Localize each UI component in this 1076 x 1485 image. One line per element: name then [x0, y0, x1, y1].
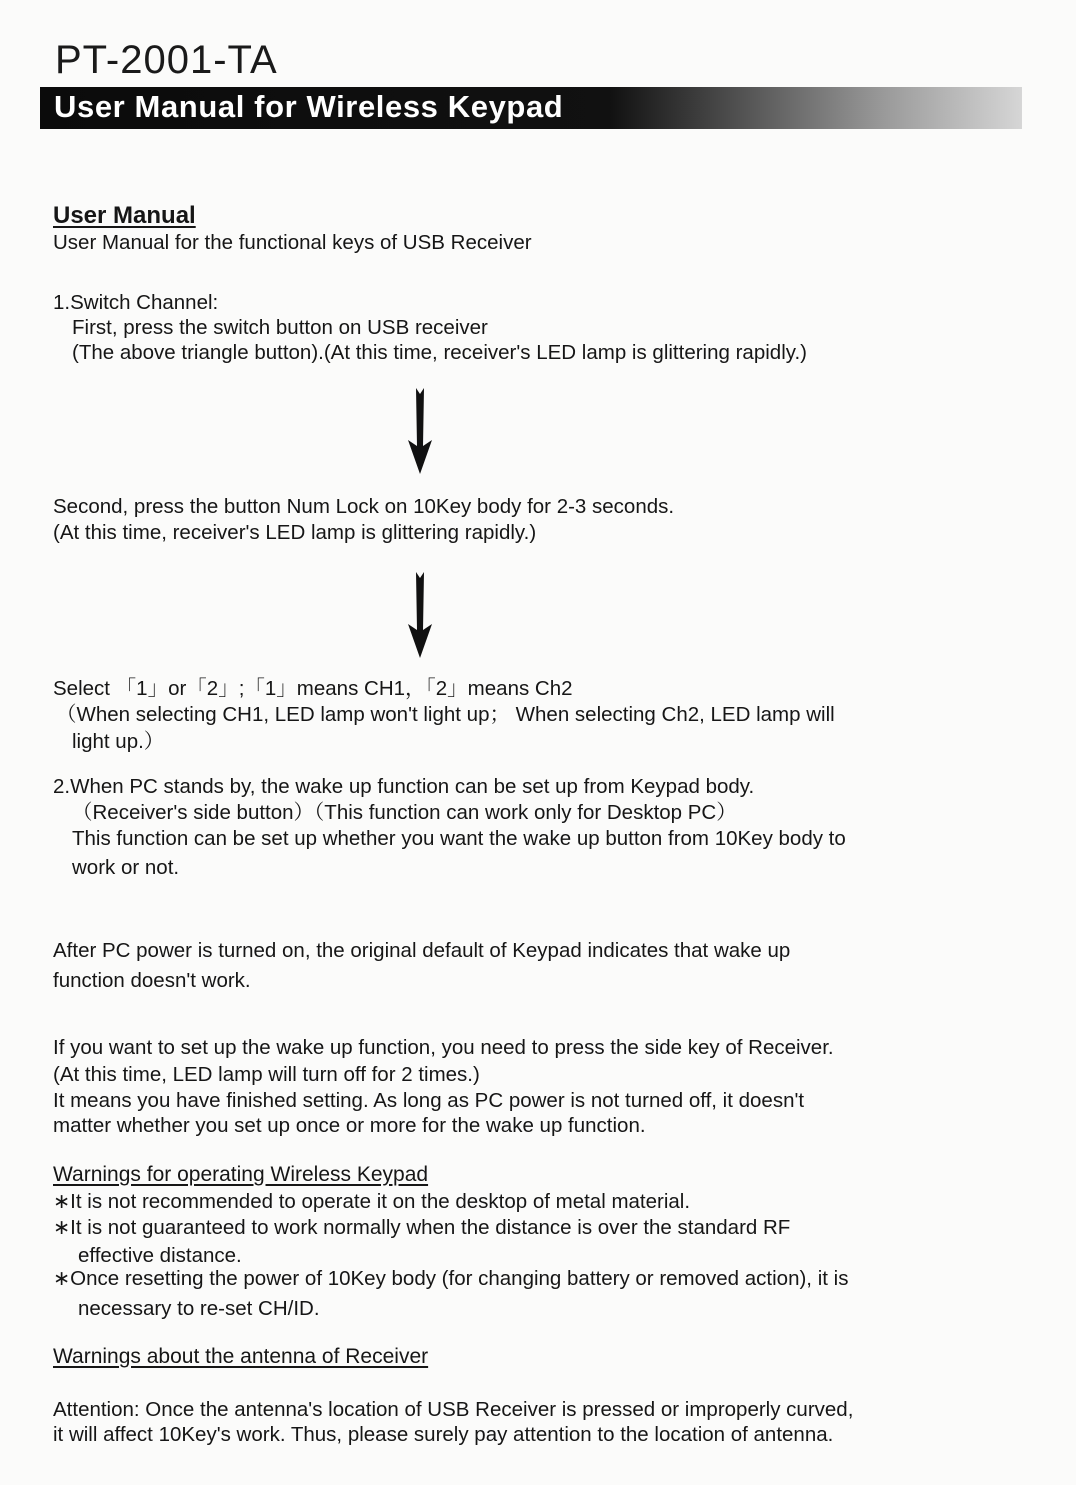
default-line2: function doesn't work.	[53, 969, 251, 992]
banner-title: User Manual for Wireless Keypad	[54, 89, 564, 124]
step1-second-line2: (At this time, receiver's LED lamp is glittering rapidly.)	[53, 521, 537, 544]
step1-title: 1.Switch Channel:	[53, 291, 219, 314]
warning-item-1: ∗It is not recommended to operate it on the desktop of metal material.	[53, 1190, 691, 1213]
warning-item-3-cont: necessary to re-set CH/ID.	[78, 1297, 320, 1320]
model-number: PT-2001-TA	[55, 38, 278, 82]
step1-line1: First, press the switch button on USB receiver	[72, 316, 488, 339]
setup-line3: It means you have finished setting. As long as PC power is not turned off, it doesn't	[53, 1089, 805, 1112]
default-line1: After PC power is turned on, the original default of Keypad indicates that wake up	[53, 939, 791, 962]
step2-line1: 2.When PC stands by, the wake up function can be set up from Keypad body.	[53, 775, 755, 798]
step1-select-line2: （When selecting CH1, LED lamp won't light up； When selecting Ch2, LED lamp will	[56, 703, 835, 726]
warning-item-2: ∗It is not guaranteed to work normally when the distance is over the standard RF	[53, 1216, 791, 1239]
step2-line2: （Receiver's side button）（This function can work only for Desktop PC）	[72, 801, 737, 824]
step1-select-line1: Select 「1」or「2」;「1」means CH1，「2」means Ch2	[53, 677, 573, 700]
warnings-operating-title: Warnings for operating Wireless Keypad	[53, 1163, 429, 1186]
title-banner	[40, 87, 1022, 129]
down-arrow-icon	[405, 572, 435, 660]
step1-second-line1: Second, press the button Num Lock on 10Key body for 2-3 seconds.	[53, 495, 675, 518]
warning-item-2-cont: effective distance.	[78, 1244, 242, 1267]
antenna-line1: Attention: Once the antenna's location of USB Receiver is pressed or improperly curved,	[53, 1398, 854, 1421]
step1-line2: (The above triangle button).(At this time, receiver's LED lamp is glittering rapidly.)	[72, 341, 807, 364]
step1-select-line3: light up.）	[72, 730, 165, 753]
antenna-line2: it will affect 10Key's work. Thus, please surely pay attention to the location of antenna.	[53, 1423, 834, 1446]
intro-text: User Manual for the functional keys of USB Receiver	[53, 231, 532, 254]
step2-line3: This function can be set up whether you want the wake up button from 10Key body to	[72, 827, 846, 850]
down-arrow-icon	[405, 388, 435, 476]
warning-item-3: ∗Once resetting the power of 10Key body (for changing battery or removed action), it is	[53, 1267, 849, 1290]
setup-line1: If you want to set up the wake up function, you need to press the side key of Receiver.	[53, 1036, 834, 1059]
step2-line4: work or not.	[72, 856, 180, 879]
section-heading: User Manual	[53, 202, 196, 229]
warnings-antenna-title: Warnings about the antenna of Receiver	[53, 1345, 429, 1368]
setup-line4: matter whether you set up once or more for the wake up function.	[53, 1114, 646, 1137]
setup-line2: (At this time, LED lamp will turn off for 2 times.)	[53, 1063, 480, 1086]
